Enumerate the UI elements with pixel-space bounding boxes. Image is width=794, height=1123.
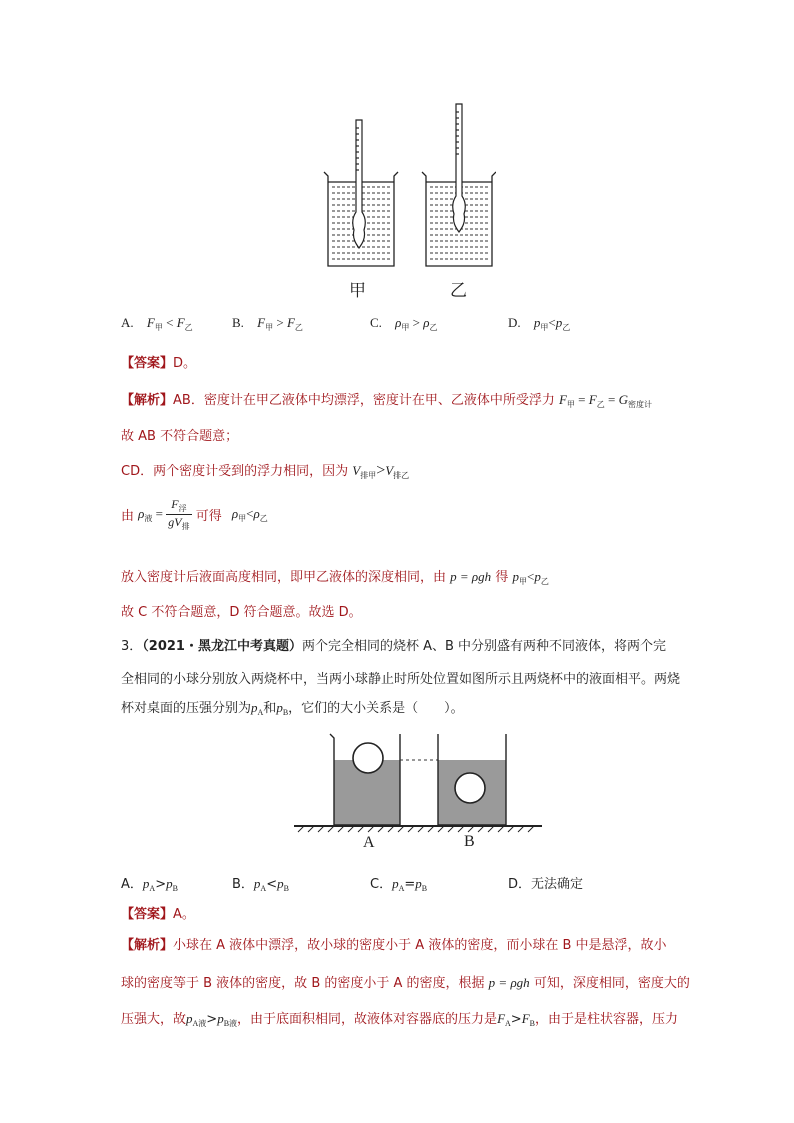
q2-analysis-line3: CD．两个密度计受到的浮力相同，因为 $V_{排甲}>V_{排乙}$ xyxy=(121,462,410,480)
ball-b xyxy=(455,773,485,803)
hydrometer-diagram xyxy=(316,100,496,300)
figure-balls xyxy=(292,728,544,854)
q3-answer: 【答案】A。 xyxy=(121,907,195,922)
hydrometer-left xyxy=(353,120,366,248)
q3-stem-line2: 全相同的小球分别放入两烧杯中，当两小球静止时所处位置如图所示且两烧杯中的液面相平。两烧 xyxy=(121,672,681,687)
q3-analysis-line3: 压强大，故$p_{A液}>p_{B液}$，由于底面积相同，故液体对容器底的压力是$F_A>F_B$，由于是柱状容器，压力 xyxy=(121,1011,679,1028)
q3-analysis-line1: 【解析】小球在 A 液体中漂浮，故小球的密度小于 A 液体的密度，而小球在 B 中是悬浮，故小 xyxy=(121,938,667,953)
q2-analysis-line6: 故 C 不符合题意，D 符合题意。故选 D。 xyxy=(121,605,362,620)
q3-stem-line3: 杯对桌面的压强分别为$p_A$和$p_B$，它们的大小关系是（ ）。 xyxy=(121,700,464,717)
q2-option-c: C. $\rho_甲 > \rho_乙$ xyxy=(370,315,438,332)
q3-stem-line1: 3．（2021・黑龙江中考真题）两个完全相同的烧杯 A、B 中分别盛有两种不同液体，将两个完 xyxy=(121,639,667,654)
figure1-label-right: 乙 xyxy=(450,281,467,301)
q2-answer: 【答案】D。 xyxy=(121,356,197,371)
q3-option-b: B．$p_A<p_B$ xyxy=(232,876,289,893)
ball-a xyxy=(353,743,383,773)
figure2-label-b: B xyxy=(464,833,475,850)
fraction: $\frac{F_浮}{gV_排}$ xyxy=(168,497,190,531)
q2-option-b: B. $F_甲 > F_乙$ xyxy=(232,315,303,332)
q3-option-c: C．$p_A=p_B$ xyxy=(370,876,428,893)
q2-option-a: A. $F_甲 < F_乙$ xyxy=(121,315,193,332)
q2-option-d: D. $p_甲<p_乙$ xyxy=(508,315,571,332)
balls-diagram xyxy=(292,728,544,854)
q3-option-a: A．$p_A>p_B$ xyxy=(121,876,178,893)
q3-option-d: D．无法确定 xyxy=(508,877,584,892)
q2-analysis-line4: 由 $\rho_液$ = $\frac{F_浮}{gV_排}$ 可得 $\rho_甲<\rho_乙$ xyxy=(121,497,268,531)
q2-analysis-line5: 放入密度计后液面高度相同，即甲乙液体的深度相同，由 p = ρgh 得 $p_甲<p_乙$ xyxy=(121,569,549,586)
hydrometer-right xyxy=(453,104,466,232)
figure1-label-left: 甲 xyxy=(349,281,366,301)
figure-hydrometers xyxy=(316,100,496,300)
q2-analysis-line1: 【解析】AB．密度计在甲乙液体中均漂浮，密度计在甲、乙液体中所受浮力 $F_甲 = F_乙 = G_{密度计}$ xyxy=(121,392,652,409)
q3-analysis-line2: 球的密度等于 B 液体的密度，故 B 的密度小于 A 的密度，根据 p = ρgh 可知，深度相同，密度大的 xyxy=(121,975,690,991)
q2-analysis-line2: 故 AB 不符合题意； xyxy=(121,429,239,444)
figure2-label-a: A xyxy=(363,834,375,851)
